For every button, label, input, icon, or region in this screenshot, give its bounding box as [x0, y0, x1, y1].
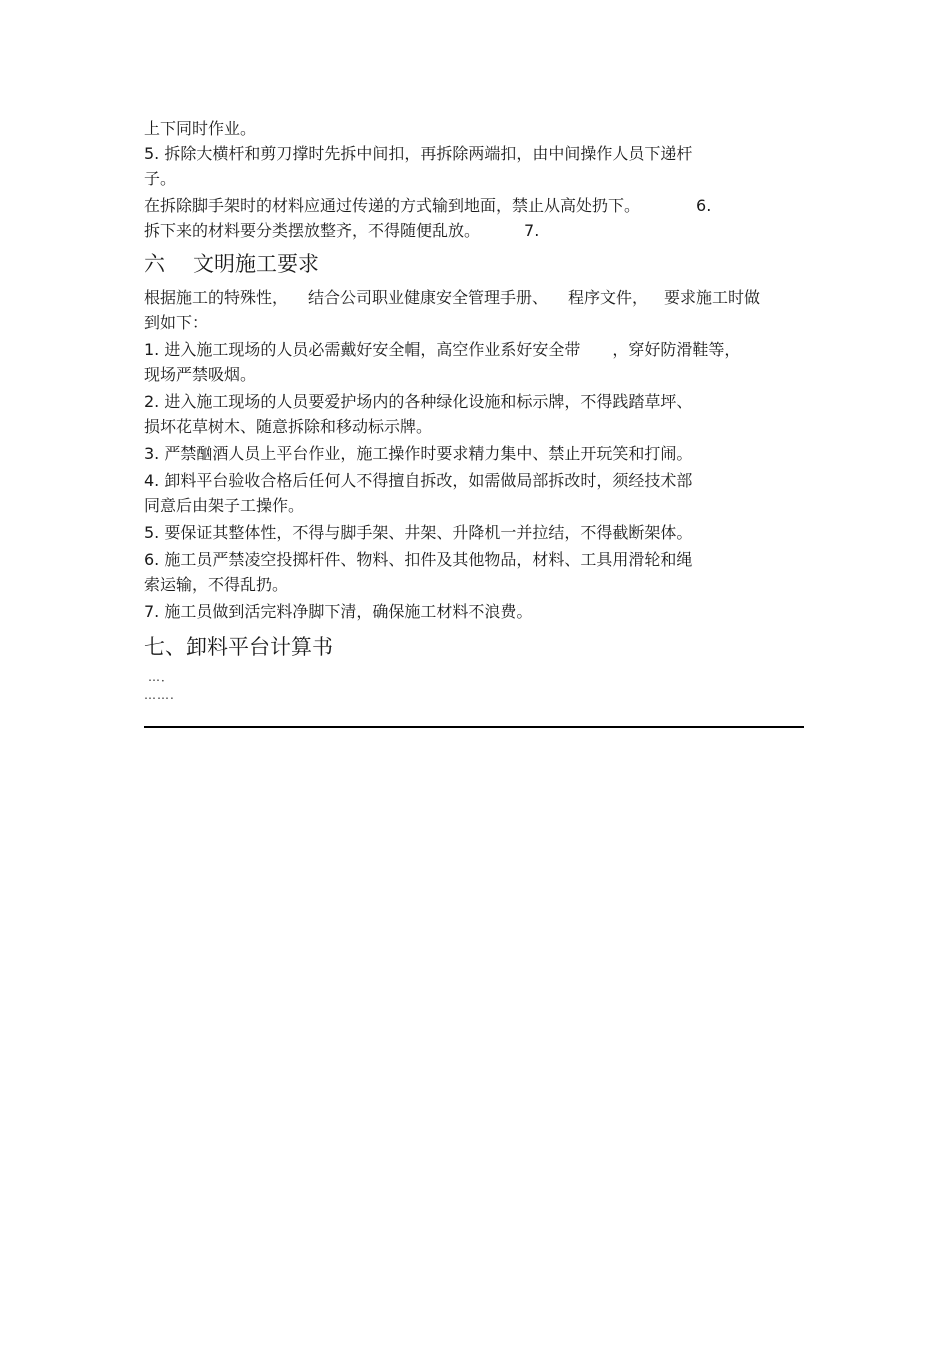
paragraph-line: 子。	[144, 169, 177, 188]
list-item: 6. 施工员严禁凌空投掷杆件、物料、扣件及其他物品，材料、工具用滑轮和绳	[144, 550, 693, 569]
document-body	[144, 116, 814, 704]
list-item-continued: 同意后由架子工操作。	[144, 496, 305, 515]
section-heading-7: 七、卸料平台计算书	[144, 635, 333, 659]
list-item: 4. 卸料平台验收合格后任何人不得擅自拆改，如需做局部拆改时，须经技术部	[144, 471, 693, 490]
paragraph-text: 拆下来的材料要分类摆放整齐，不得随便乱放。	[144, 221, 481, 240]
lead-text: 结合公司职业健康安全管理手册、	[308, 288, 549, 307]
list-item: 2. 进入施工现场的人员要爱护场内的各种绿化设施和标示牌，不得践踏草坪、	[144, 392, 693, 411]
paragraph-line: 上下同时作业。	[144, 119, 257, 138]
list-item-continued: 现场严禁吸烟。	[144, 365, 257, 384]
list-item: 7. 施工员做到活完料净脚下清，确保施工材料不浪费。	[144, 602, 533, 621]
horizontal-rule	[144, 726, 804, 728]
list-item-continued: 索运输，不得乱扔。	[144, 575, 289, 594]
list-item-text: ，穿好防滑鞋等，	[612, 340, 741, 359]
list-item-continued: 损坏花草树木、随意拆除和移动标示牌。	[144, 417, 433, 436]
ellipsis-line: …….	[144, 688, 175, 702]
lead-text: 要求施工时做	[664, 288, 761, 307]
list-item	[144, 337, 814, 362]
requirements-list	[144, 337, 814, 624]
lead-text: 根据施工的特殊性，	[144, 288, 289, 307]
section-number: 六	[144, 252, 165, 276]
list-item: 3. 严禁酗酒人员上平台作业，施工操作时要求精力集中、禁止开玩笑和打闹。	[144, 444, 693, 463]
paragraph-text: 在拆除脚手架时的材料应通过传递的方式输到地面，禁止从高处扔下。	[144, 196, 641, 215]
list-item-text: 1. 进入施工现场的人员必需戴好安全帽，高空作业系好安全带	[144, 340, 581, 359]
lead-paragraph	[144, 285, 814, 310]
section-title: 文明施工要求	[193, 252, 319, 276]
item-number: 6.	[696, 196, 712, 215]
paragraph-line	[144, 193, 814, 218]
item-number: 7.	[524, 221, 540, 240]
lead-text: 程序文件，	[568, 288, 649, 307]
lead-paragraph-continued: 到如下：	[144, 313, 209, 332]
section-heading-6	[144, 249, 814, 279]
paragraph-line	[144, 218, 814, 243]
list-item: 5. 要保证其整体性，不得与脚手架、井架、升降机一并拉结，不得截断架体。	[144, 523, 693, 542]
list-item: 5. 拆除大横杆和剪刀撑时先拆中间扣，再拆除两端扣，由中间操作人员下递杆	[144, 144, 693, 163]
ellipsis-line: …．	[148, 670, 175, 684]
